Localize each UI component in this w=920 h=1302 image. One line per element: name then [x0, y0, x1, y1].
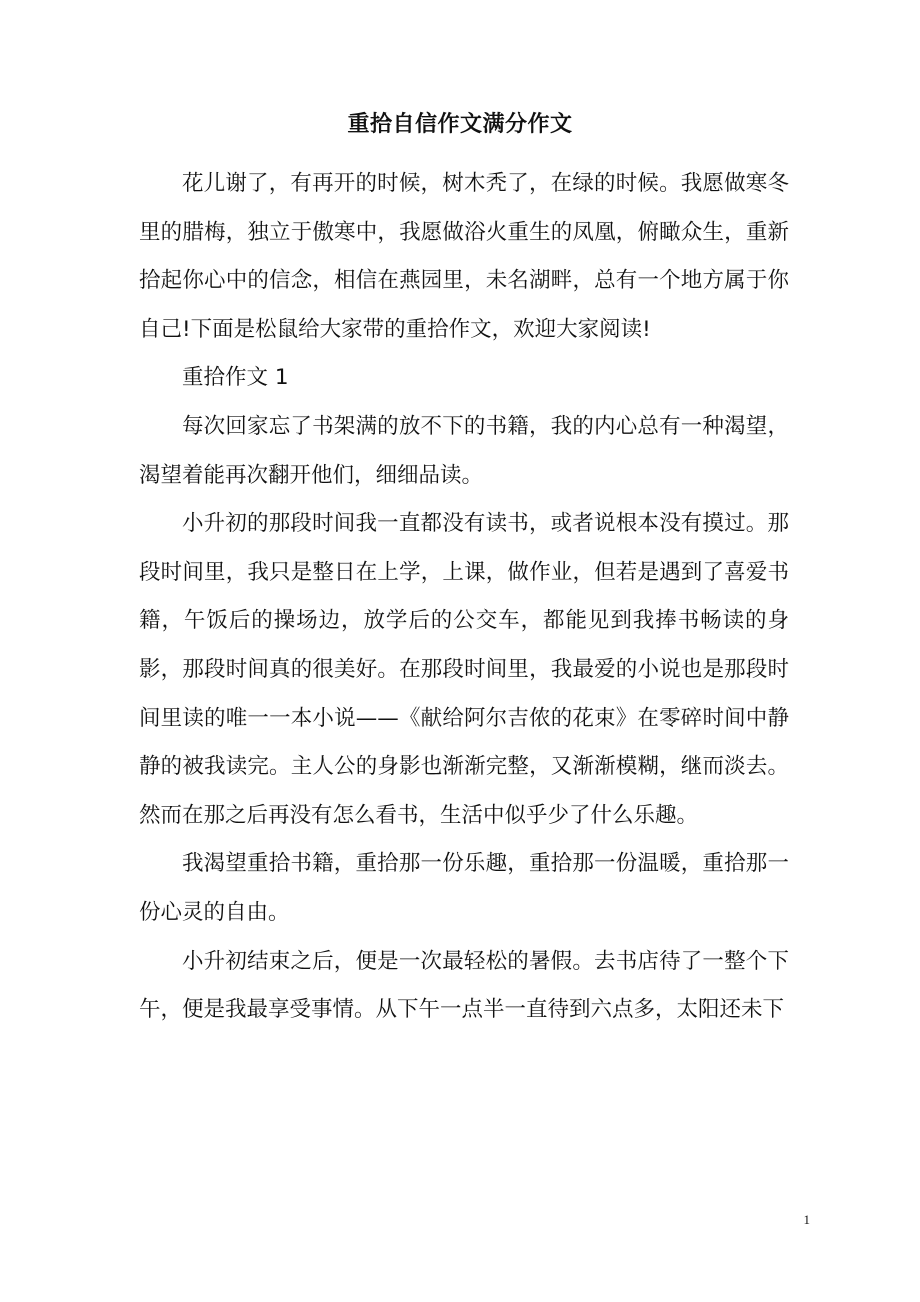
paragraph: 每次回家忘了书架满的放不下的书籍，我的内心总有一种渴望，渴望着能再次翻开他们，细细品读。: [139, 413, 789, 488]
paragraph-intro: 花儿谢了，有再开的时候，树木秃了，在绿的时候。我愿做寒冬里的腊梅，独立于傲寒中，我愿做浴火重生的凤凰，俯瞰众生，重新拾起你心中的信念，相信在燕园里，未名湖畔，总有一个地方属于你自己!下面是松鼠给大家带的重拾作文，欢迎大家阅读!: [139, 171, 789, 342]
paragraph: 小升初的那段时间我一直都没有读书，或者说根本没有摸过。那段时间里，我只是整日在上学，上课，做作业，但若是遇到了喜爱书籍，午饭后的操场边，放学后的公交车，都能见到我捧书畅读的身影，那段时间真的很美好。在那段时间里，我最爱的小说也是那段时间里读的唯一一本小说——《献给阿尔吉侬的花束》在零碎时间中静静的被我读完。主人公的身影也渐渐完整，又渐渐模糊，继而淡去。然而在那之后再没有怎么看书，生活中似乎少了什么乐趣。: [139, 511, 789, 828]
paragraph: 小升初结束之后，便是一次最轻松的暑假。去书店待了一整个下午，便是我最享受事情。从下午一点半一直待到六点多，太阳还未下: [139, 948, 789, 1023]
page-title: 重拾自信作文满分作文: [347, 112, 573, 137]
document-body: [139, 160, 789, 1035]
section-heading: 重拾作文 1: [182, 365, 289, 391]
page-number: 1: [803, 1212, 810, 1227]
paragraph: 我渴望重拾书籍，重拾那一份乐趣，重拾那一份温暖，重拾那一份心灵的自由。: [139, 851, 789, 925]
